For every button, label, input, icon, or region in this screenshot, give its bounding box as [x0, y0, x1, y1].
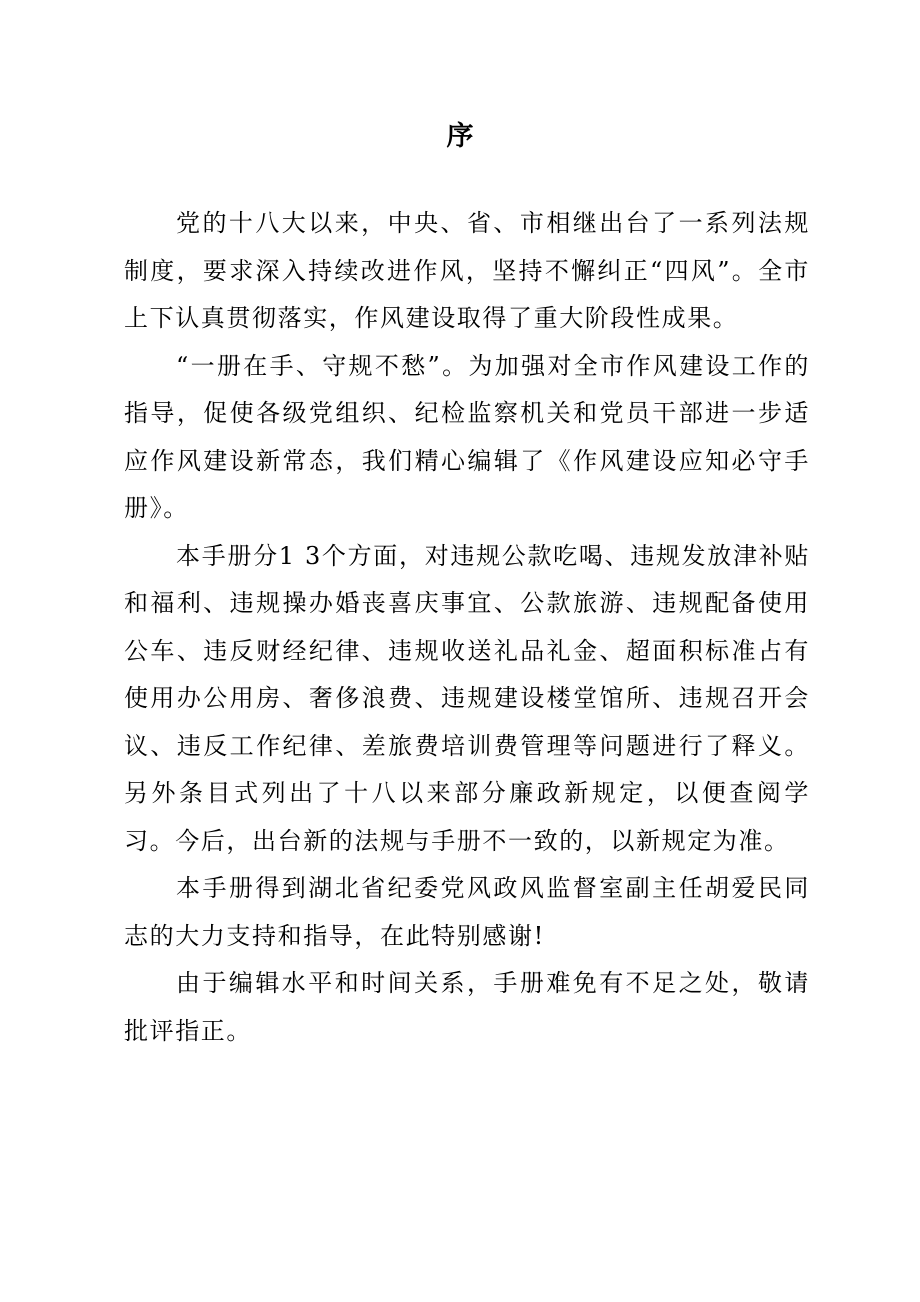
page-title: 序	[446, 121, 474, 152]
paragraph-4: 本手册得到湖北省纪委党风政风监督室副主任胡爱民同志的大力支持和指导，在此特别感谢!	[124, 874, 810, 950]
paragraph-2: “一册在手、守规不愁”。为加强对全市作风建设工作的指导，促使各级党组织、纪检监察机关和党员干部进一步适应作风建设新常态，我们精心编辑了《作风建设应知必守手册》。	[124, 351, 810, 522]
paragraph-5: 由于编辑水平和时间关系，手册难免有不足之处，敬请批评指正。	[124, 969, 810, 1045]
paragraph-1: 党的十八大以来，中央、省、市相继出台了一系列法规制度，要求深入持续改进作风，坚持不懈纠正“四风”。全市上下认真贯彻落实，作风建设取得了重大阶段性成果。	[124, 209, 810, 332]
paragraph-3: 本手册分1 3个方面，对违规公款吃喝、违规发放津补贴和福利、违规操办婚丧喜庆事宜、公款旅游、违规配备使用公车、违反财经纪律、违规收送礼品礼金、超面积标准占有使用办公用房、奢侈浪费、违规建设楼堂馆所、违规召开会议、违反工作纪律、差旅费培训费管理等问题进行了释义。另外条目式列出了十八以来部分廉政新规定，以便查阅学习。今后，出台新的法规与手册不一致的，以新规定为准。	[124, 541, 810, 855]
preface-body	[124, 200, 810, 1055]
